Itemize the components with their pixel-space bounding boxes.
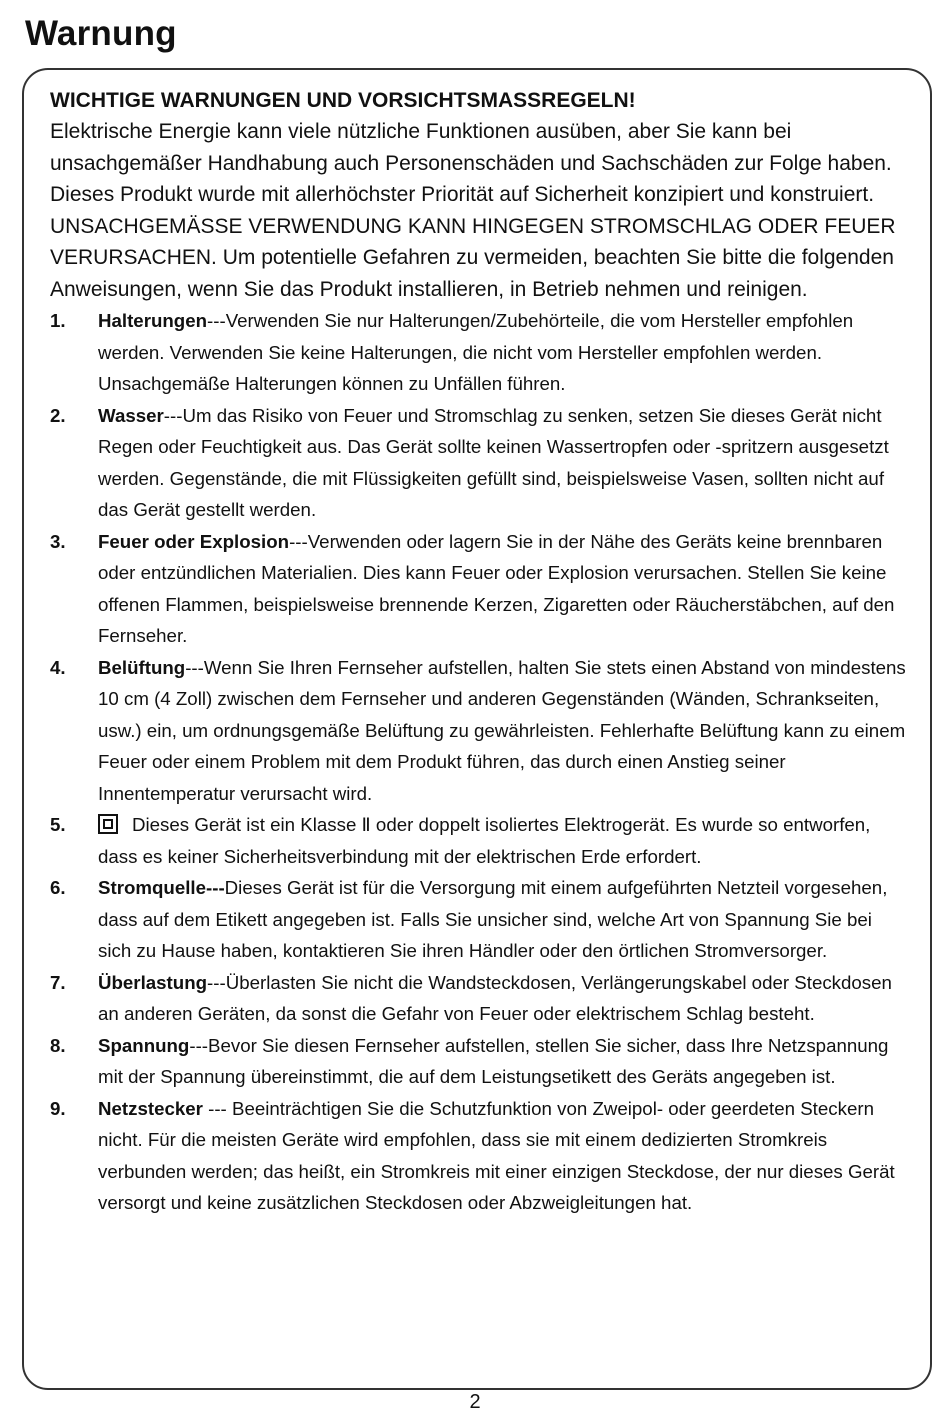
- page-title: Warnung: [25, 14, 177, 53]
- item-title: Feuer oder Explosion: [98, 530, 290, 552]
- list-item: [50, 1030, 908, 1093]
- item-title: Überlastung: [98, 971, 208, 993]
- warning-heading: WICHTIGE WARNUNGEN UND VORSICHTSMASSREGELN!: [50, 89, 636, 112]
- class-ii-double-insulation-icon: [98, 814, 118, 834]
- item-text: ---Um das Risiko von Feuer und Stromschlag zu senken, setzen Sie dieses Gerät nicht Regen oder Feuchtigkeit aus. Das Gerät sollte keinen Wassertropfen oder -spritzern ausgesetzt werden. Gegenstände, die mit Flüssigkeiten gefüllt sind, beispielsweise Vasen, sollten nicht auf das Gerät gestellt werden.: [98, 404, 889, 520]
- item-title: Spannung: [98, 1034, 190, 1056]
- page-number: 2: [469, 1391, 481, 1413]
- item-title: Belüftung: [98, 656, 186, 678]
- item-title: Netzstecker: [98, 1097, 203, 1119]
- list-item: [50, 967, 908, 1030]
- list-item: [50, 526, 908, 652]
- item-text: ---Wenn Sie Ihren Fernseher aufstellen, halten Sie stets einen Abstand von mindestens 10 cm (4 Zoll) zwischen dem Fernseher und anderen Gegenständen (Wänden, Schrankseiten, usw.) ein, um ordnungsgemäße Belüftung zu gewährleisten. Fehlerhafte Belüftung kann zu einem Feuer oder einem Problem mit dem Produkt führen, das durch einen Anstieg seiner Innentemperatur verursacht wird.: [98, 656, 906, 804]
- list-item: [50, 305, 908, 400]
- warning-box: [22, 68, 932, 1390]
- item-title: Stromquelle---: [98, 877, 225, 898]
- list-item: [50, 872, 908, 967]
- item-number: 4.: [50, 656, 66, 678]
- list-item: [50, 809, 908, 872]
- list-item: [50, 1093, 908, 1219]
- item-text: ---Überlasten Sie nicht die Wandsteckdosen, Verlängerungskabel oder Steckdosen an anderen Geräten, da sonst die Gefahr von Feuer oder elektrischem Schlag besteht.: [98, 971, 892, 1024]
- item-number: 8.: [50, 1034, 66, 1056]
- item-title: Halterungen: [98, 310, 208, 331]
- item-number: 5.: [50, 814, 66, 835]
- item-text: ---Verwenden oder lagern Sie in der Nähe des Geräts keine brennbaren oder entzündlichen Materialien. Dies kann Feuer oder Explosion verursachen. Stellen Sie keine offenen Flammen, beispielsweise brennende Kerzen, Zigaretten oder Räucherstäbchen, auf den Fernseher.: [98, 530, 895, 646]
- warning-intro: Elektrische Energie kann viele nützliche Funktionen ausüben, aber Sie kann bei unsachgemäßer Handhabung auch Personenschäden und Sachschäden zur Folge haben. Dieses Produkt wurde mit allerhöchster Priorität auf Sicherheit konzipiert und konstruiert. UNSACHGEMÄSSE VERWENDUNG KANN HINGEGEN STROMSCHLAG ODER FEUER VERURSACHEN. Um potentielle Gefahren zu vermeiden, beachten Sie bitte die folgenden Anweisungen, wenn Sie das Produkt installieren, in Betrieb nehmen und reinigen.: [50, 120, 896, 301]
- item-text: --- Beeinträchtigen Sie die Schutzfunktion von Zweipol- oder geerdeten Steckern nicht. Für die meisten Geräte wird empfohlen, dass sie mit einem dedizierten Stromkreis verbunden werden; das heißt, ein Stromkreis mit einer einzigen Steckdose, der nur dieses Gerät versorgt und keine zusätzlichen Steckdosen oder Abzweigleitungen hat.: [98, 1097, 895, 1213]
- list-item: [50, 400, 908, 526]
- item-number: 3.: [50, 530, 66, 552]
- list-item: [50, 652, 908, 810]
- item-number: 2.: [50, 404, 66, 426]
- item-title: Wasser: [98, 404, 164, 426]
- item-text: Dieses Gerät ist für die Versorgung mit einem aufgeführten Netzteil vorgesehen, dass auf dem Etikett angegeben ist. Falls Sie unsicher sind, welche Art von Spannung Sie bei sich zu Hause haben, kontaktieren Sie ihren Händler oder den örtlichen Stromversorger.: [98, 877, 888, 961]
- item-text: ---Verwenden Sie nur Halterungen/Zubehörteile, die vom Hersteller empfohlen werden. Verwenden Sie keine Halterungen, die nicht vom Hersteller empfohlen werden. Unsachgemäße Halterungen können zu Unfällen führen.: [98, 310, 854, 394]
- item-text: Dieses Gerät ist ein Klasse Ⅱ oder doppelt isoliertes Elektrogerät. Es wurde so entworfen, dass es keiner Sicherheitsverbindung mit der elektrischen Erde erfordert.: [98, 814, 871, 867]
- item-number: 6.: [50, 877, 66, 898]
- item-text: ---Bevor Sie diesen Fernseher aufstellen, stellen Sie sicher, dass Ihre Netzspannung mit der Spannung übereinstimmt, die auf dem Leistungsetikett des Geräts angegeben ist.: [98, 1034, 889, 1087]
- item-number: 1.: [50, 310, 66, 331]
- item-number: 9.: [50, 1097, 66, 1119]
- item-number: 7.: [50, 971, 66, 993]
